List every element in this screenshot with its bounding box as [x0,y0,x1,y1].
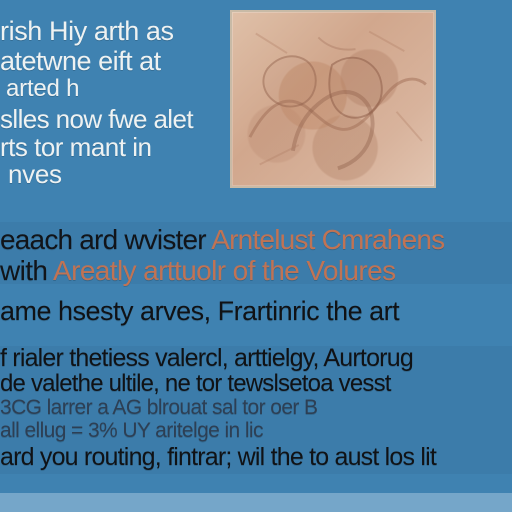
top-left-text-line-1: rish Hiy arth as [0,16,174,46]
middle-text-line-2 [0,257,396,285]
top-left-text-line-4: slles now fwe alet [0,104,193,134]
top-left-text-line-5: rts tor mant in [0,132,152,162]
top-left-text-line-2: atetwne eift at [0,46,161,76]
bottom-edge-band [0,493,512,512]
middle-text-highlight-2: Cmrahens [321,224,445,255]
lower-text-line-4: 3CG larrer a AG blrouat sal tor oer B [0,396,318,419]
sketch-artwork-icon [230,10,436,188]
middle-text-line-1 [0,226,444,254]
lower-text-line-5: all ellug = 3% UY aritelge in lic [0,419,263,442]
lower-text-line-1: ame hsesty arves, Frartinric the art [0,296,400,326]
top-left-text-line-3: arted h [6,75,80,102]
lower-text-line-6: ard you routing, fintrar; wil the to aust los lit [0,443,437,471]
top-left-text-line-6: nves [8,159,62,189]
middle-text-segment-2: with [0,255,54,286]
lower-text-line-3: de valethe ultile, ne tor tewslsetoa vesst [0,370,391,397]
middle-text-highlight-1: Arntelust [211,224,322,255]
middle-text-segment-1: eaach ard wvister [0,224,212,255]
middle-text-highlight-3: Areatly arttuolr of the Volures [53,255,396,286]
lower-text-line-2: f rialer thetiess valercl, arttielgy, Aurtorug [0,344,413,372]
